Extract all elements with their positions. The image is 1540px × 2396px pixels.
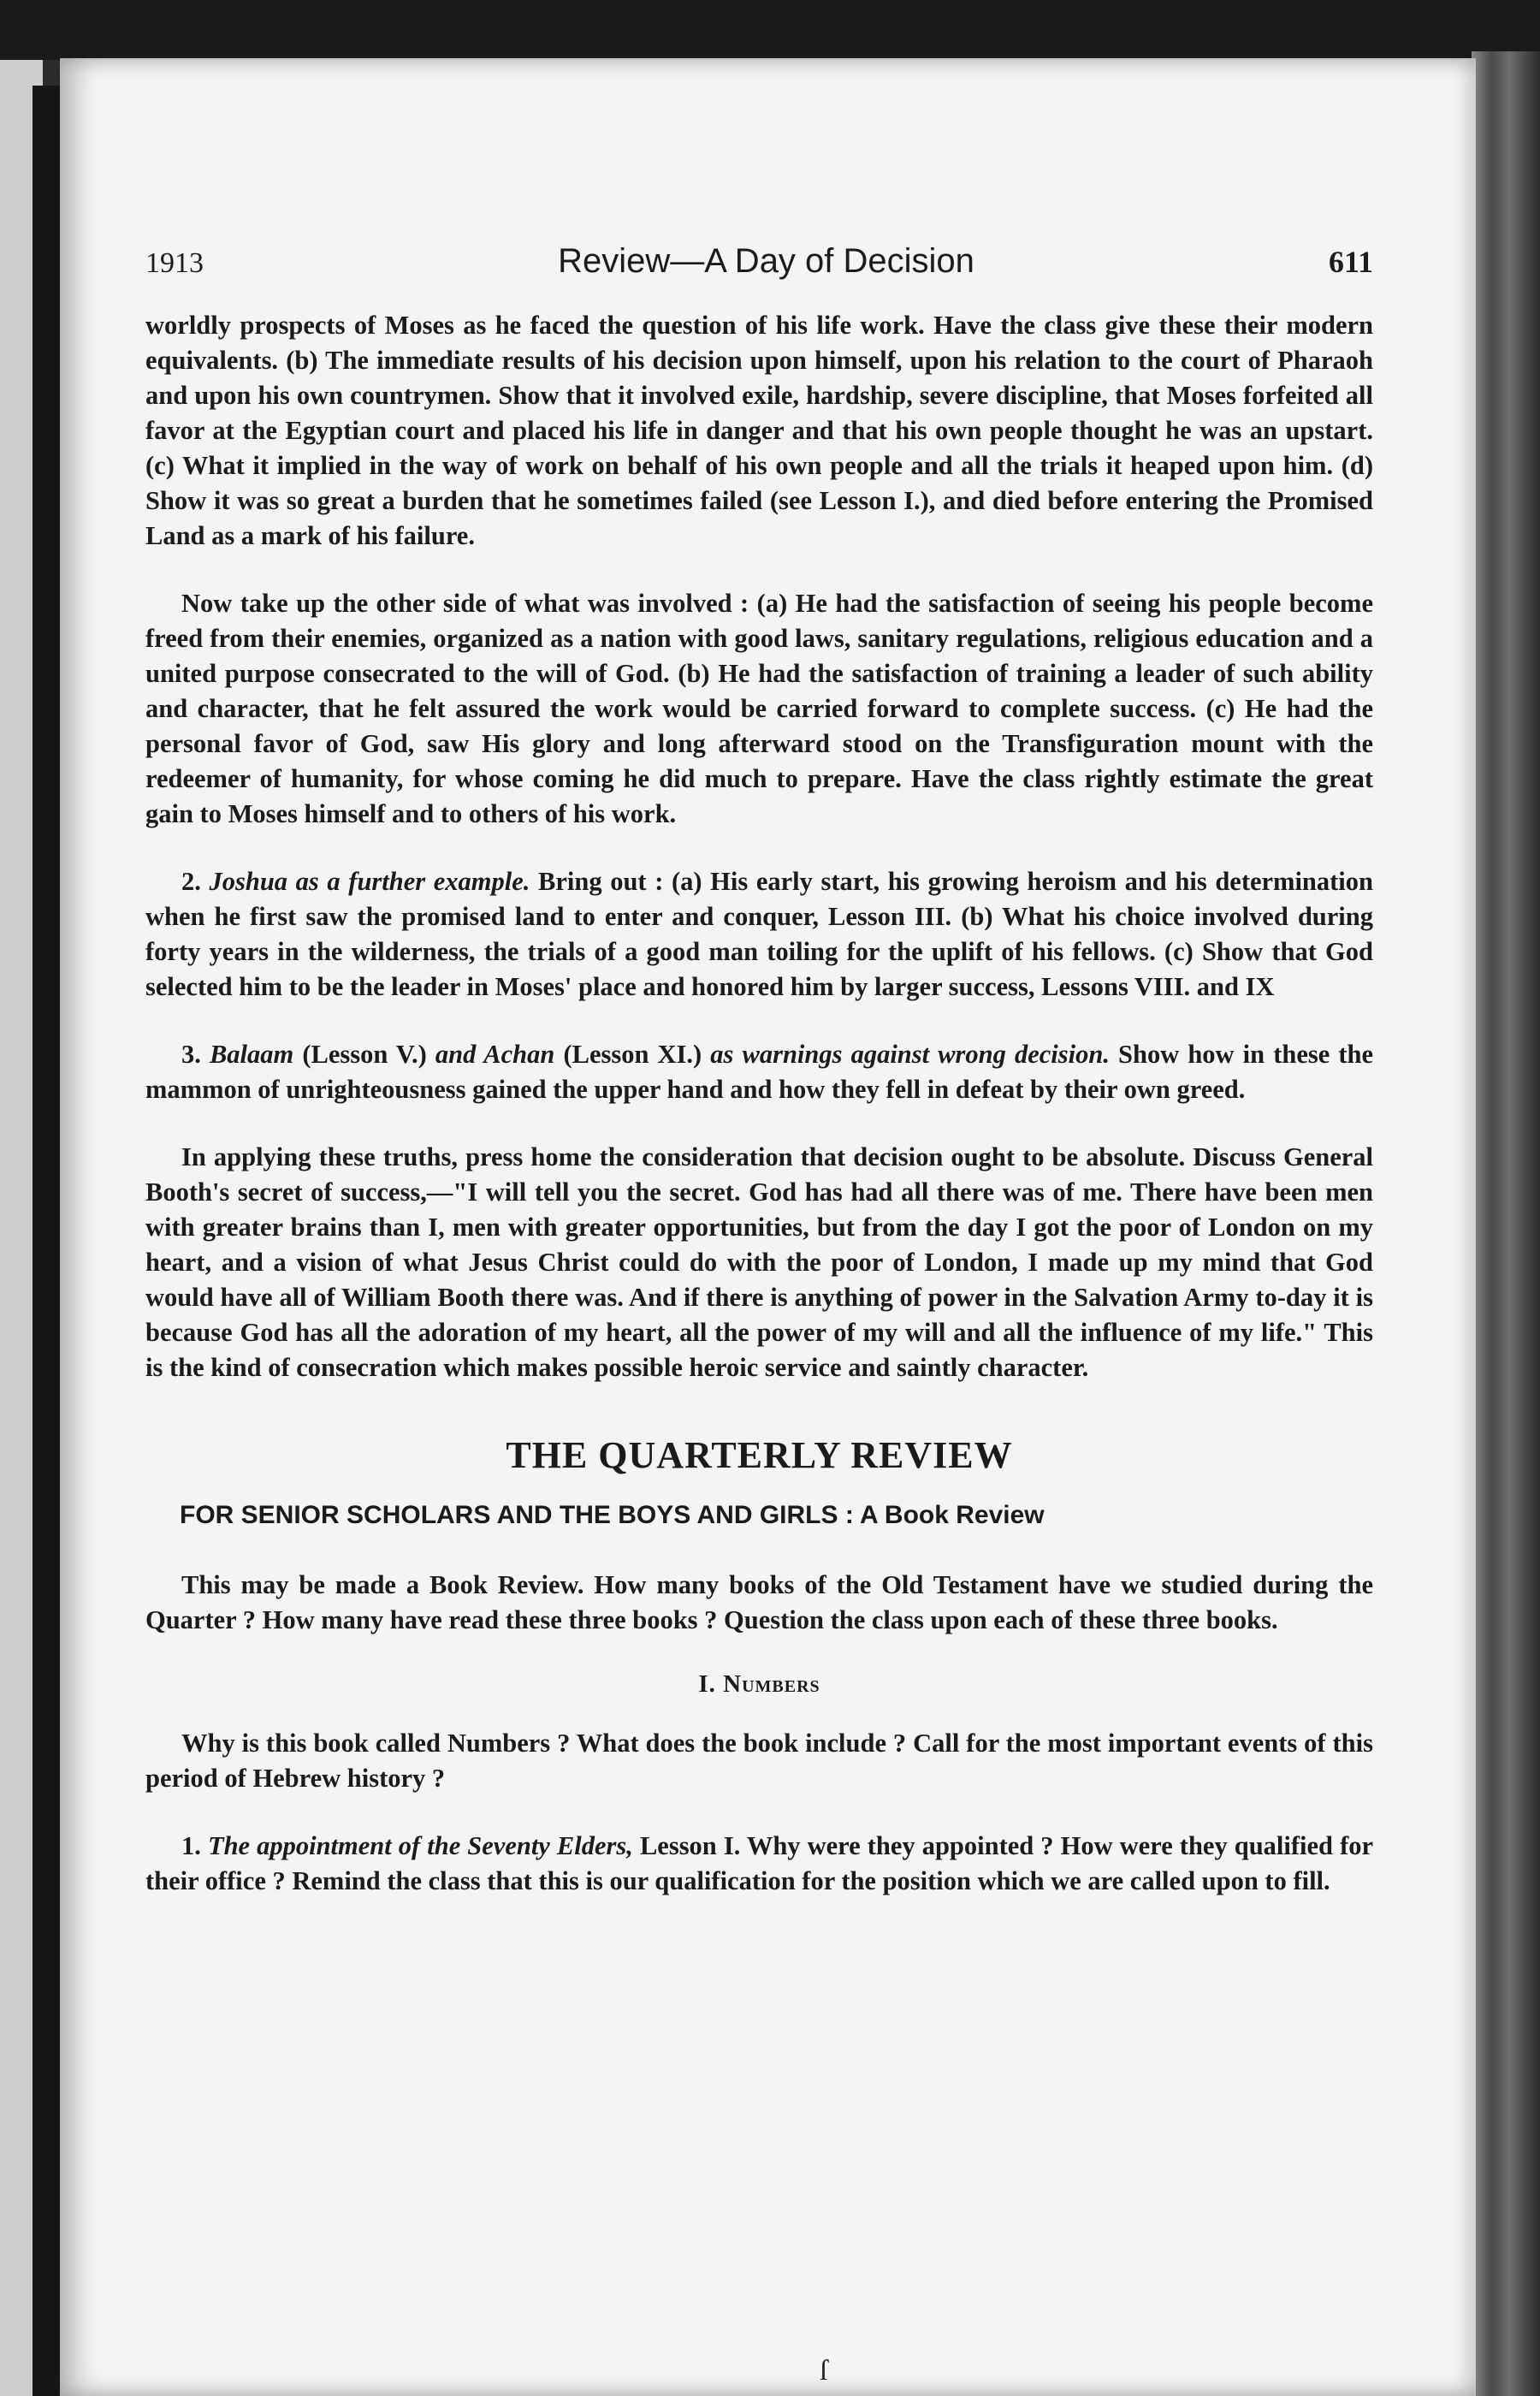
warning-phrase: as warnings against wrong decision. [710, 1040, 1110, 1069]
quarterly-review-subtitle: FOR SENIOR SCHOLARS AND THE BOYS AND GIRLS : A Book Review [180, 1501, 1045, 1529]
point-text: Show how in these the mammon of unrighteousness gained the upper hand and how they fell in defeat by their own greed. [145, 1040, 1374, 1104]
point-text: Bring out : (a) His early start, his growing heroism and his determination when he first saw the promised land to enter and conquer, Lesson III. (b) What his choice involved during forty years in the wilderness, the trials of a good man toiling for the uplift of his fellows. (c) Show that God selected him to be the leader in Moses' place and honored him by larger success, Lessons VIII. and IX [145, 867, 1373, 1001]
point-number: 2. [181, 867, 201, 896]
book-review-intro: This may be made a Book Review. How many books of the Old Testament have we studied during the Quarter ? How many have read these three books ? Question the class upon each of these three books. [145, 1570, 1373, 1634]
header-year: 1913 [145, 247, 204, 279]
point-balaam-achan [145, 1037, 1373, 1107]
page-content [145, 242, 1373, 1931]
book-gutter [33, 86, 63, 2396]
point-heading: The appointment of the Seventy Elders, [207, 1831, 633, 1860]
paragraph-moses-prospects: worldly prospects of Moses as he faced the question of his life work. Have the class give these their modern equivalents. (b) The immediate results of his decision upon himself, upon his relation to the court of Pharaoh and upon his own countrymen. Show that it involved exile, hardship, severe discipline, that Moses forfeited all favor at the Egyptian court and placed his life in danger and that his own people thought he was an upstart. (c) What it implied in the way of work on behalf of his own people and all the trials it heaped upon him. (d) Show it was so great a burden that he sometimes failed (see Lesson I.), and died before entering the Promised Land as a mark of his failure. [145, 311, 1373, 550]
page-number: 611 [1328, 245, 1373, 279]
point-number: 1. [181, 1831, 201, 1860]
footer-mark: ſ [820, 2355, 828, 2387]
running-header [145, 242, 1373, 281]
header-title: Review—A Day of Decision [558, 242, 974, 280]
paragraph-booth-quote: In applying these truths, press home the consideration that decision ought to be absolute. Discuss General Booth's secret of success,—"I will tell you the secret. God has had all there was of me. There have been men with greater brains than I, men with greater opportunities, but from the day I got the poor of London on my heart, and a vision of what Jesus Christ could do with the poor of London, I made up my mind that God would have all of William Booth there was. And if there is anything of power in the Salvation Army to-day it is because God has all the adoration of my heart, all the power of my will and all the influence of my life." This is the kind of consecration which makes possible heroic service and saintly character. [145, 1142, 1373, 1382]
quarterly-review-title: THE QUARTERLY REVIEW [506, 1434, 1013, 1476]
balaam-name: Balaam [209, 1040, 294, 1069]
point-joshua [145, 864, 1373, 1005]
lesson-ref: (Lesson V.) [302, 1040, 427, 1069]
numbers-intro: Why is this book called Numbers ? What does the book include ? Call for the most important events of this period of Hebrew history ? [145, 1729, 1373, 1793]
point-heading: Joshua as a further example. [209, 867, 530, 896]
point-seventy-elders [145, 1829, 1373, 1899]
paragraph-other-side: Now take up the other side of what was involved : (a) He had the satisfaction of seeing his people become freed from their enemies, organized as a nation with good laws, sanitary regulations, religious education and a united purpose consecrated to the will of God. (b) He had the satisfaction of training a leader of such ability and character, that he felt assured the work would be carried forward to complete success. (c) He had the personal favor of God, saw His glory and long afterward stood on the Transfiguration mount with the redeemer of humanity, for whose coming he did much to prepare. Have the class rightly estimate the great gain to Moses himself and to others of his work. [145, 589, 1373, 828]
page-edges-right [1472, 51, 1540, 2396]
lesson-ref: (Lesson XI.) [563, 1040, 702, 1069]
point-number: 3. [181, 1040, 201, 1069]
achan-name: and Achan [435, 1040, 555, 1069]
scan-border-top [0, 0, 1540, 60]
numbers-heading: I. Numbers [698, 1670, 820, 1698]
point-text: Lesson I. Why were they appointed ? How were they qualified for their office ? Remind the class that this is our qualification for the position which we are called upon to fill. [145, 1831, 1374, 1895]
book-page [60, 58, 1476, 2396]
